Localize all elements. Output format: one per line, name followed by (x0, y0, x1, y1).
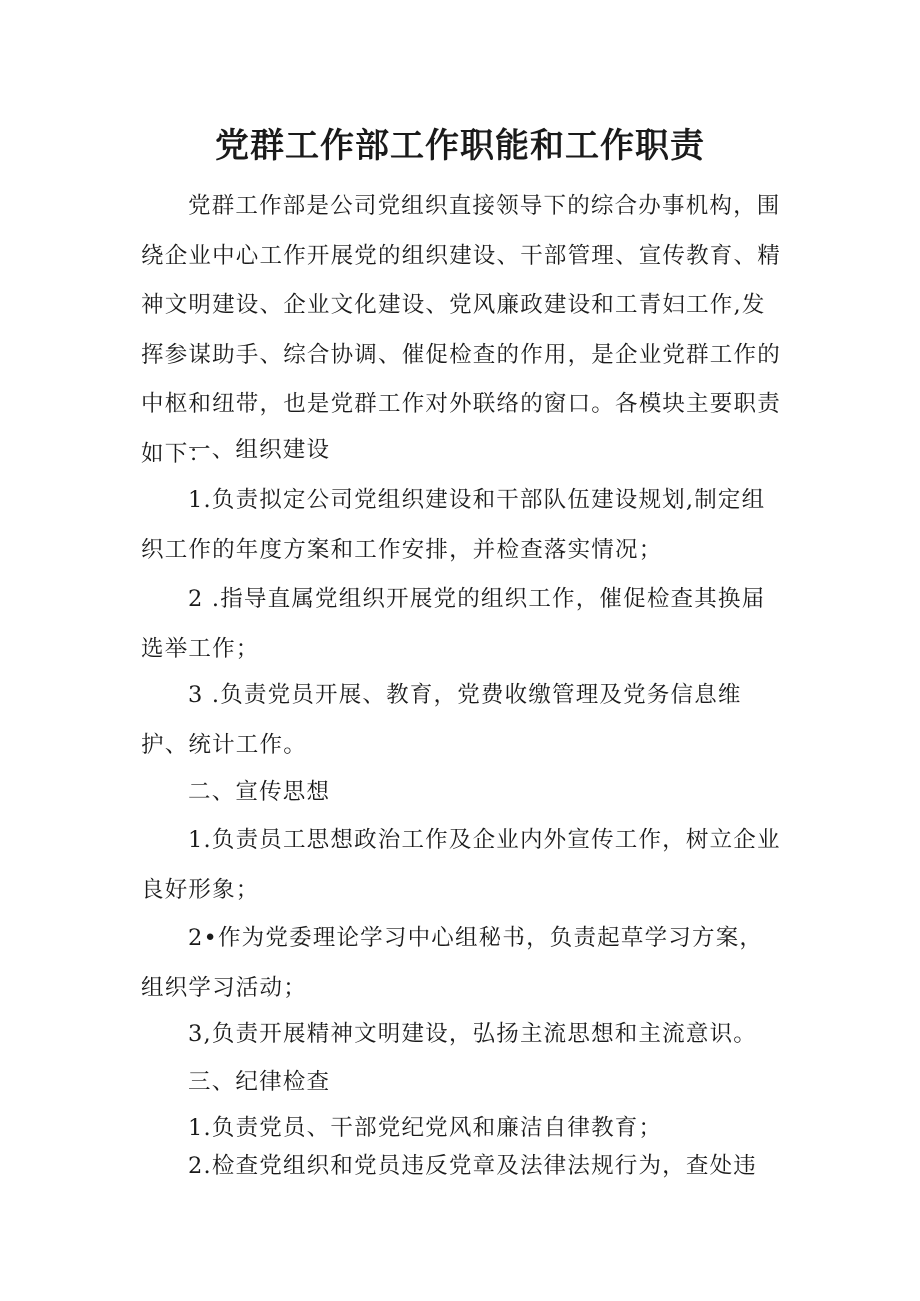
publicity-item-3: 3,负责开展精神文明建设，弘扬主流思想和主流意识。 (188, 1021, 757, 1047)
discipline-item-1: 1.负责党员、干部党纪党风和廉洁自律教育； (188, 1115, 663, 1141)
organization-item-2: 2 .指导直属党组织开展党的组织工作，催促检查其换届选举工作； (141, 586, 766, 662)
organization-item-1: 1.负责拟定公司党组织建设和干部队伍建设规划,制定组织工作的年度方案和工作安排，并检查落实情况； (141, 487, 766, 563)
section-heading-organization: 一、组织建设 (188, 437, 331, 463)
publicity-item-2: 2•作为党委理论学习中心组秘书，负责起草学习方案，组织学习活动； (141, 925, 764, 1001)
section-heading-publicity: 二、宣传思想 (188, 779, 331, 805)
intro-paragraph: 党群工作部是公司党组织直接领导下的综合办事机构，围绕企业中心工作开展党的组织建设、干部管理、宣传教育、精神文明建设、企业文化建设、党风廉政建设和工青妇工作,发挥参谋助手、综合协调、催促检查的作用，是企业党群工作的中枢和纽带，也是党群工作对外联络的窗口。各模块主要职责如下： (141, 193, 781, 467)
publicity-item-1: 1.负责员工思想政治工作及企业内外宣传工作，树立企业良好形象； (141, 827, 781, 903)
discipline-item-2: 2.检查党组织和党员违反党章及法律法规行为，查处违 (188, 1153, 757, 1179)
section-heading-discipline: 三、纪律检查 (188, 1069, 331, 1095)
organization-item-3: 3 .负责党员开展、教育，党费收缴管理及党务信息维护、统计工作。 (141, 682, 742, 758)
document-title: 党群工作部工作职能和工作职责 (215, 126, 705, 166)
